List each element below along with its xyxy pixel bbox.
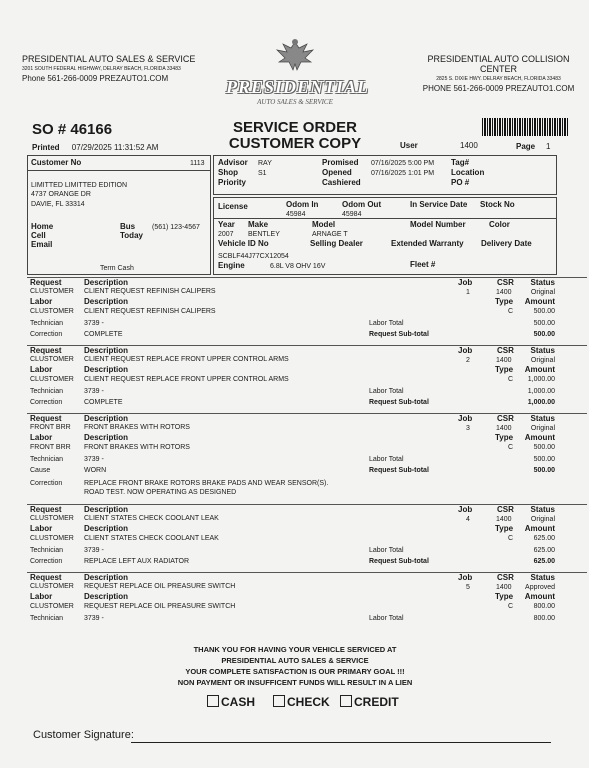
- type-label: Type: [495, 433, 514, 442]
- description-label: Description: [84, 278, 129, 287]
- labor-description: CLIENT REQUEST REPLACE FRONT UPPER CONTROL ARMS: [84, 376, 289, 383]
- model-number-label: Model Number: [410, 220, 466, 229]
- request-label: Request: [30, 278, 62, 287]
- cell-label: Cell: [31, 231, 46, 240]
- type-label: Type: [495, 365, 514, 374]
- year-label: Year: [218, 220, 235, 229]
- printed-date: 07/29/2025 11:31:52 AM: [71, 143, 159, 152]
- customer-city: DAVIE, FL 33314: [31, 201, 85, 208]
- odom-out: 45984: [342, 211, 362, 218]
- labor-label: Labor: [30, 365, 53, 374]
- amount-value: 500.00: [533, 308, 555, 315]
- po-label: PO #: [451, 178, 470, 187]
- subtotal-value: 1,000.00: [527, 399, 555, 406]
- license-label: License: [218, 202, 248, 211]
- labor-description: CLIENT REQUEST REFINISH CALIPERS: [84, 308, 216, 315]
- barcode: [482, 118, 568, 136]
- description-label: Description: [84, 346, 129, 355]
- model: ARNAGE T: [312, 231, 348, 238]
- promised-label: Promised: [322, 158, 359, 167]
- labor-total-value: 800.00: [533, 615, 555, 622]
- email-label: Email: [31, 240, 53, 249]
- request-label: Request: [30, 414, 62, 423]
- signature-label: Customer Signature:: [33, 729, 134, 741]
- cash-label: CASH: [221, 695, 256, 709]
- amount-label: Amount: [524, 592, 555, 601]
- labor-total-label: Labor Total: [369, 456, 404, 463]
- subtotal-value: 500.00: [533, 467, 555, 474]
- collision-name: PRESIDENTIAL AUTO COLLISION CENTER: [427, 54, 570, 74]
- bus-phone: (561) 123-4567: [152, 224, 200, 231]
- technician: 3739 -: [84, 388, 104, 395]
- technician: 3739 -: [84, 615, 104, 622]
- labor-label: Labor: [30, 592, 53, 601]
- shop-name: PRESIDENTIAL AUTO SALES & SERVICE: [22, 54, 196, 64]
- correction-value: REPLACE LEFT AUX RADIATOR: [84, 558, 190, 565]
- check-checkbox[interactable]: [273, 695, 285, 707]
- footer-message: [130, 644, 460, 688]
- status-value: Original: [530, 289, 555, 296]
- customer-name: LIMITTED LIMITTED EDITION: [31, 182, 128, 189]
- type-value: C: [508, 376, 514, 383]
- so-number: SO # 46166: [32, 121, 113, 138]
- company-logo: [226, 36, 370, 106]
- labor-total-label: Labor Total: [369, 388, 404, 395]
- request-label: Request: [30, 505, 62, 514]
- request-code: CLUSTOMER: [30, 583, 74, 590]
- type-value: C: [508, 444, 514, 451]
- customer-box: [27, 155, 211, 275]
- signature-line[interactable]: [131, 742, 551, 743]
- technician-label: Technician: [30, 456, 64, 463]
- subtotal-label: Request Sub-total: [369, 558, 429, 565]
- service-order-title: SERVICE ORDER: [233, 119, 357, 136]
- fleet-label: Fleet #: [410, 260, 436, 269]
- collision-address: 2825 S. DIXIE HWY. DELRAY BEACH, FLORIDA 33483: [436, 76, 561, 82]
- csr-label: CSR: [497, 278, 514, 287]
- home-label: Home: [31, 222, 54, 231]
- description-label: Description: [84, 414, 129, 423]
- csr-label: CSR: [497, 346, 514, 355]
- labor-code: CLUSTOMER: [30, 535, 74, 542]
- subtotal-label: Request Sub-total: [369, 331, 429, 338]
- labor-code: CLUSTOMER: [30, 308, 74, 315]
- tag-label: Tag#: [451, 158, 470, 167]
- amount-label: Amount: [524, 433, 555, 442]
- type-label: Type: [495, 297, 514, 306]
- csr-value: 1400: [496, 516, 512, 523]
- type-value: C: [508, 603, 514, 610]
- promised-value: 07/16/2025 5:00 PM: [371, 160, 435, 167]
- type-label: Type: [495, 592, 514, 601]
- request-description: FRONT BRAKES WITH ROTORS: [84, 424, 190, 431]
- job-number: 2: [466, 357, 470, 364]
- delivery-label: Delivery Date: [481, 239, 532, 248]
- cashiered-label: Cashiered: [322, 178, 361, 187]
- labor-description-label: Description: [84, 524, 129, 533]
- advisor-box: [213, 155, 557, 195]
- payment-credit[interactable]: [340, 695, 399, 709]
- type-label: Type: [495, 524, 514, 533]
- labor-total-value: 1,000.00: [527, 388, 555, 395]
- customer-no: 1113: [190, 160, 205, 167]
- opened-label: Opened: [322, 168, 352, 177]
- cash-checkbox[interactable]: [207, 695, 219, 707]
- amount-label: Amount: [524, 524, 555, 533]
- technician-label: Technician: [30, 388, 64, 395]
- footer-line-3: YOUR COMPLETE SATISFACTION IS OUR PRIMARY GOAL !!!: [185, 667, 405, 676]
- in-service-label: In Service Date: [410, 200, 468, 209]
- status-label: Status: [530, 414, 555, 423]
- header-right: [408, 54, 589, 94]
- payment-cash[interactable]: [207, 695, 255, 709]
- vehicle-box: [213, 197, 557, 275]
- request-description: CLIENT STATES CHECK COOLANT LEAK: [84, 515, 219, 522]
- labor-label: Labor: [30, 433, 53, 442]
- request-code: CLUSTOMER: [30, 515, 74, 522]
- opened-value: 07/16/2025 1:01 PM: [371, 170, 435, 177]
- header-left: [22, 54, 195, 84]
- collision-phone: PHONE 561-266-0009 PREZAUTO1.COM: [422, 84, 575, 93]
- today-label: Today: [120, 231, 143, 240]
- status-label: Status: [530, 573, 555, 582]
- labor-description-label: Description: [84, 365, 129, 374]
- labor-code: CLUSTOMER: [30, 376, 74, 383]
- request-description: CLIENT REQUEST REPLACE FRONT UPPER CONTROL ARMS: [84, 356, 289, 363]
- engine-label: Engine: [218, 261, 245, 270]
- job-label: Job: [458, 346, 473, 355]
- advisor-value: RAY: [258, 160, 272, 167]
- footer-line-2: PRESIDENTIAL AUTO SALES & SERVICE: [221, 656, 369, 665]
- bus-label: Bus: [120, 222, 136, 231]
- page-value: 1: [546, 142, 551, 151]
- stock-label: Stock No: [480, 200, 515, 209]
- job-label: Job: [458, 278, 473, 287]
- model-label: Model: [312, 220, 336, 229]
- labor-total-value: 625.00: [533, 547, 555, 554]
- make-label: Make: [248, 220, 269, 229]
- cause-label: Cause: [30, 467, 51, 474]
- location-label: Location: [451, 168, 485, 177]
- amount-label: Amount: [524, 365, 555, 374]
- csr-value: 1400: [496, 289, 512, 296]
- color-label: Color: [489, 220, 510, 229]
- payment-check[interactable]: [273, 695, 330, 709]
- request-label: Request: [30, 346, 62, 355]
- technician-label: Technician: [30, 320, 64, 327]
- logo-text: PRESIDENTIAL: [226, 77, 370, 97]
- status-value: Original: [530, 516, 555, 523]
- technician-label: Technician: [30, 615, 64, 622]
- correction-label: Correction: [30, 558, 63, 565]
- selling-dealer-label: Selling Dealer: [310, 239, 363, 248]
- engine: 6.8L V8 OHV 16V: [270, 263, 326, 270]
- request-description: CLIENT REQUEST REFINISH CALIPERS: [84, 288, 216, 295]
- request-code: CLUSTOMER: [30, 288, 74, 295]
- credit-checkbox[interactable]: [340, 695, 352, 707]
- priority-label: Priority: [218, 178, 247, 187]
- amount-value: 1,000.00: [527, 376, 555, 383]
- request-description: REQUEST REPLACE OIL PREASURE SWITCH: [84, 583, 236, 590]
- subtotal-value: 500.00: [533, 331, 555, 338]
- odom-out-label: Odom Out: [342, 200, 382, 209]
- labor-description-label: Description: [84, 433, 129, 442]
- status-label: Status: [530, 278, 555, 287]
- printed-row: [32, 143, 158, 153]
- csr-label: CSR: [497, 414, 514, 423]
- amount-value: 625.00: [533, 535, 555, 542]
- labor-total-value: 500.00: [533, 456, 555, 463]
- technician: 3739 -: [84, 456, 104, 463]
- technician: 3739 -: [84, 320, 104, 327]
- make: BENTLEY: [248, 231, 280, 238]
- labor-description-label: Description: [84, 297, 129, 306]
- correction-label: Correction: [30, 331, 63, 338]
- shop-value: S1: [258, 170, 267, 177]
- status-value: Approved: [525, 584, 555, 591]
- csr-label: CSR: [497, 505, 514, 514]
- odom-in: 45984: [286, 211, 306, 218]
- vin: SCBLF44J77CX12054: [218, 253, 289, 260]
- job-number: 4: [466, 516, 470, 523]
- request-code: CLUSTOMER: [30, 356, 74, 363]
- correction-value: REPLACE FRONT BRAKE ROTORS BRAKE PADS AND WEAR SENSOR(S).: [84, 480, 329, 487]
- csr-value: 1400: [496, 584, 512, 591]
- user-value: 1400: [460, 141, 478, 150]
- labor-description-label: Description: [84, 592, 129, 601]
- customer-copy-title: CUSTOMER COPY: [228, 135, 362, 152]
- labor-label: Labor: [30, 524, 53, 533]
- request-code: FRONT BRR: [30, 424, 71, 431]
- credit-label: CREDIT: [354, 695, 399, 709]
- job-label: Job: [458, 414, 473, 423]
- labor-total-label: Labor Total: [369, 547, 404, 554]
- labor-description: CLIENT STATES CHECK COOLANT LEAK: [84, 535, 219, 542]
- correction-label: Correction: [30, 399, 63, 406]
- technician-label: Technician: [30, 547, 64, 554]
- labor-total-label: Labor Total: [369, 615, 404, 622]
- amount-value: 800.00: [533, 603, 555, 610]
- job-number: 5: [466, 584, 470, 591]
- labor-code: CLUSTOMER: [30, 603, 74, 610]
- subtotal-label: Request Sub-total: [369, 467, 429, 474]
- amount-value: 500.00: [533, 444, 555, 451]
- csr-value: 1400: [496, 425, 512, 432]
- description-label: Description: [84, 505, 129, 514]
- status-label: Status: [530, 346, 555, 355]
- correction-value: COMPLETE: [84, 399, 123, 406]
- description-label: Description: [84, 573, 129, 582]
- job-number: 1: [466, 289, 470, 296]
- amount-label: Amount: [524, 297, 555, 306]
- term: Term Cash: [100, 265, 134, 272]
- shop-address: 3201 SOUTH FEDERAL HIGHWAY, DELRAY BEACH, FLORIDA 33483: [22, 66, 181, 72]
- customer-street: 4737 ORANGE DR: [31, 191, 91, 198]
- correction-label: Correction: [30, 480, 63, 487]
- footer-line-1: THANK YOU FOR HAVING YOUR VEHICLE SERVICED AT: [193, 645, 397, 654]
- status-value: Original: [530, 357, 555, 364]
- labor-total-value: 500.00: [533, 320, 555, 327]
- page-label: Page: [516, 142, 536, 151]
- subtotal-label: Request Sub-total: [369, 399, 429, 406]
- correction-value: COMPLETE: [84, 331, 123, 338]
- job-label: Job: [458, 573, 473, 582]
- labor-description: FRONT BRAKES WITH ROTORS: [84, 444, 190, 451]
- cause-value: WORN: [84, 467, 107, 474]
- labor-total-label: Labor Total: [369, 320, 404, 327]
- vin-label: Vehicle ID No: [218, 239, 269, 248]
- odom-in-label: Odom In: [286, 200, 319, 209]
- labor-label: Labor: [30, 297, 53, 306]
- shop-label: Shop: [218, 168, 238, 177]
- job-label: Job: [458, 505, 473, 514]
- footer-line-4: NON PAYMENT OR INSUFFICENT FUNDS WILL RESULT IN A LIEN: [177, 678, 413, 687]
- type-value: C: [508, 308, 514, 315]
- status-label: Status: [530, 505, 555, 514]
- logo-subtitle: AUTO SALES & SERVICE: [257, 98, 333, 106]
- printed-label: Printed: [32, 143, 60, 152]
- customer-no-label: Customer No: [31, 158, 82, 167]
- warranty-label: Extended Warranty: [391, 239, 464, 248]
- eagle-seal-icon: [273, 36, 317, 76]
- labor-code: FRONT BRR: [30, 444, 71, 451]
- csr-value: 1400: [496, 357, 512, 364]
- year: 2007: [218, 231, 234, 238]
- user-label: User: [400, 141, 418, 150]
- csr-label: CSR: [497, 573, 514, 582]
- job-number: 3: [466, 425, 470, 432]
- check-label: CHECK: [287, 695, 330, 709]
- technician: 3739 -: [84, 547, 104, 554]
- request-label: Request: [30, 573, 62, 582]
- advisor-label: Advisor: [218, 158, 248, 167]
- correction-value-2: ROAD TEST. NOW OPERATING AS DESIGNED: [84, 489, 237, 496]
- status-value: Original: [530, 425, 555, 432]
- subtotal-value: 625.00: [533, 558, 555, 565]
- labor-description: REQUEST REPLACE OIL PREASURE SWITCH: [84, 603, 236, 610]
- shop-phone: Phone 561-266-0009 PREZAUTO1.COM: [22, 74, 169, 83]
- type-value: C: [508, 535, 514, 542]
